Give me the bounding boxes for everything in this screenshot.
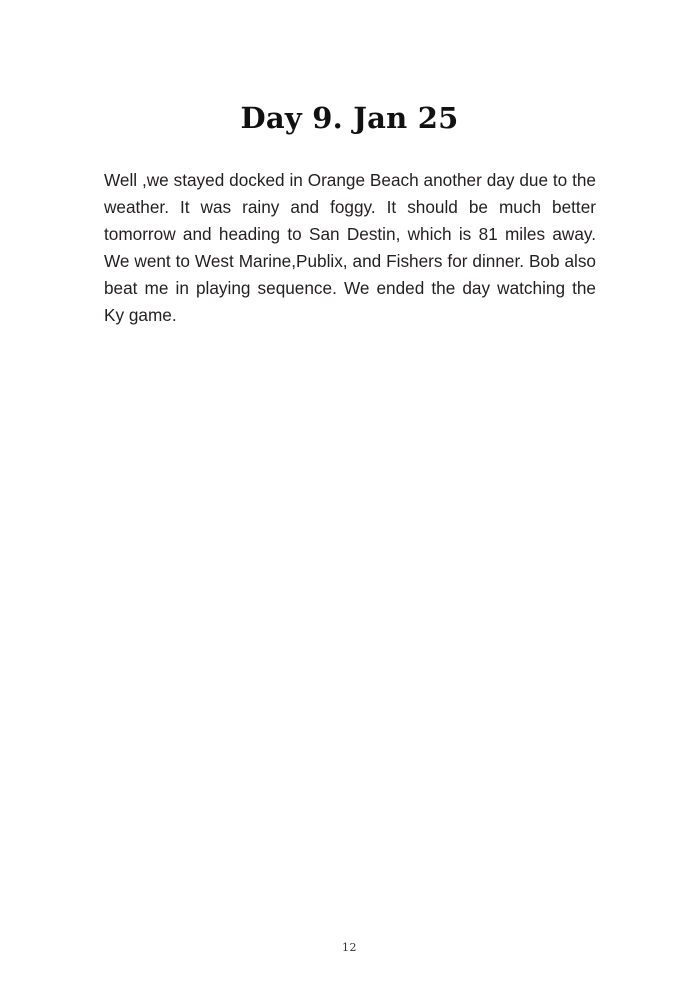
- page-number: 12: [342, 941, 357, 954]
- page-title: Day 9. Jan 25: [240, 101, 459, 136]
- body-paragraph: Well ,we stayed docked in Orange Beach another day due to the weather. It was rainy and foggy. It should be much better tomorrow and heading to San Destin, which is 81 miles away. We went to West Marine,Publix, and Fishers for dinner. Bob also beat me in playing sequence. We ended the day watching the Ky game.: [104, 170, 596, 326]
